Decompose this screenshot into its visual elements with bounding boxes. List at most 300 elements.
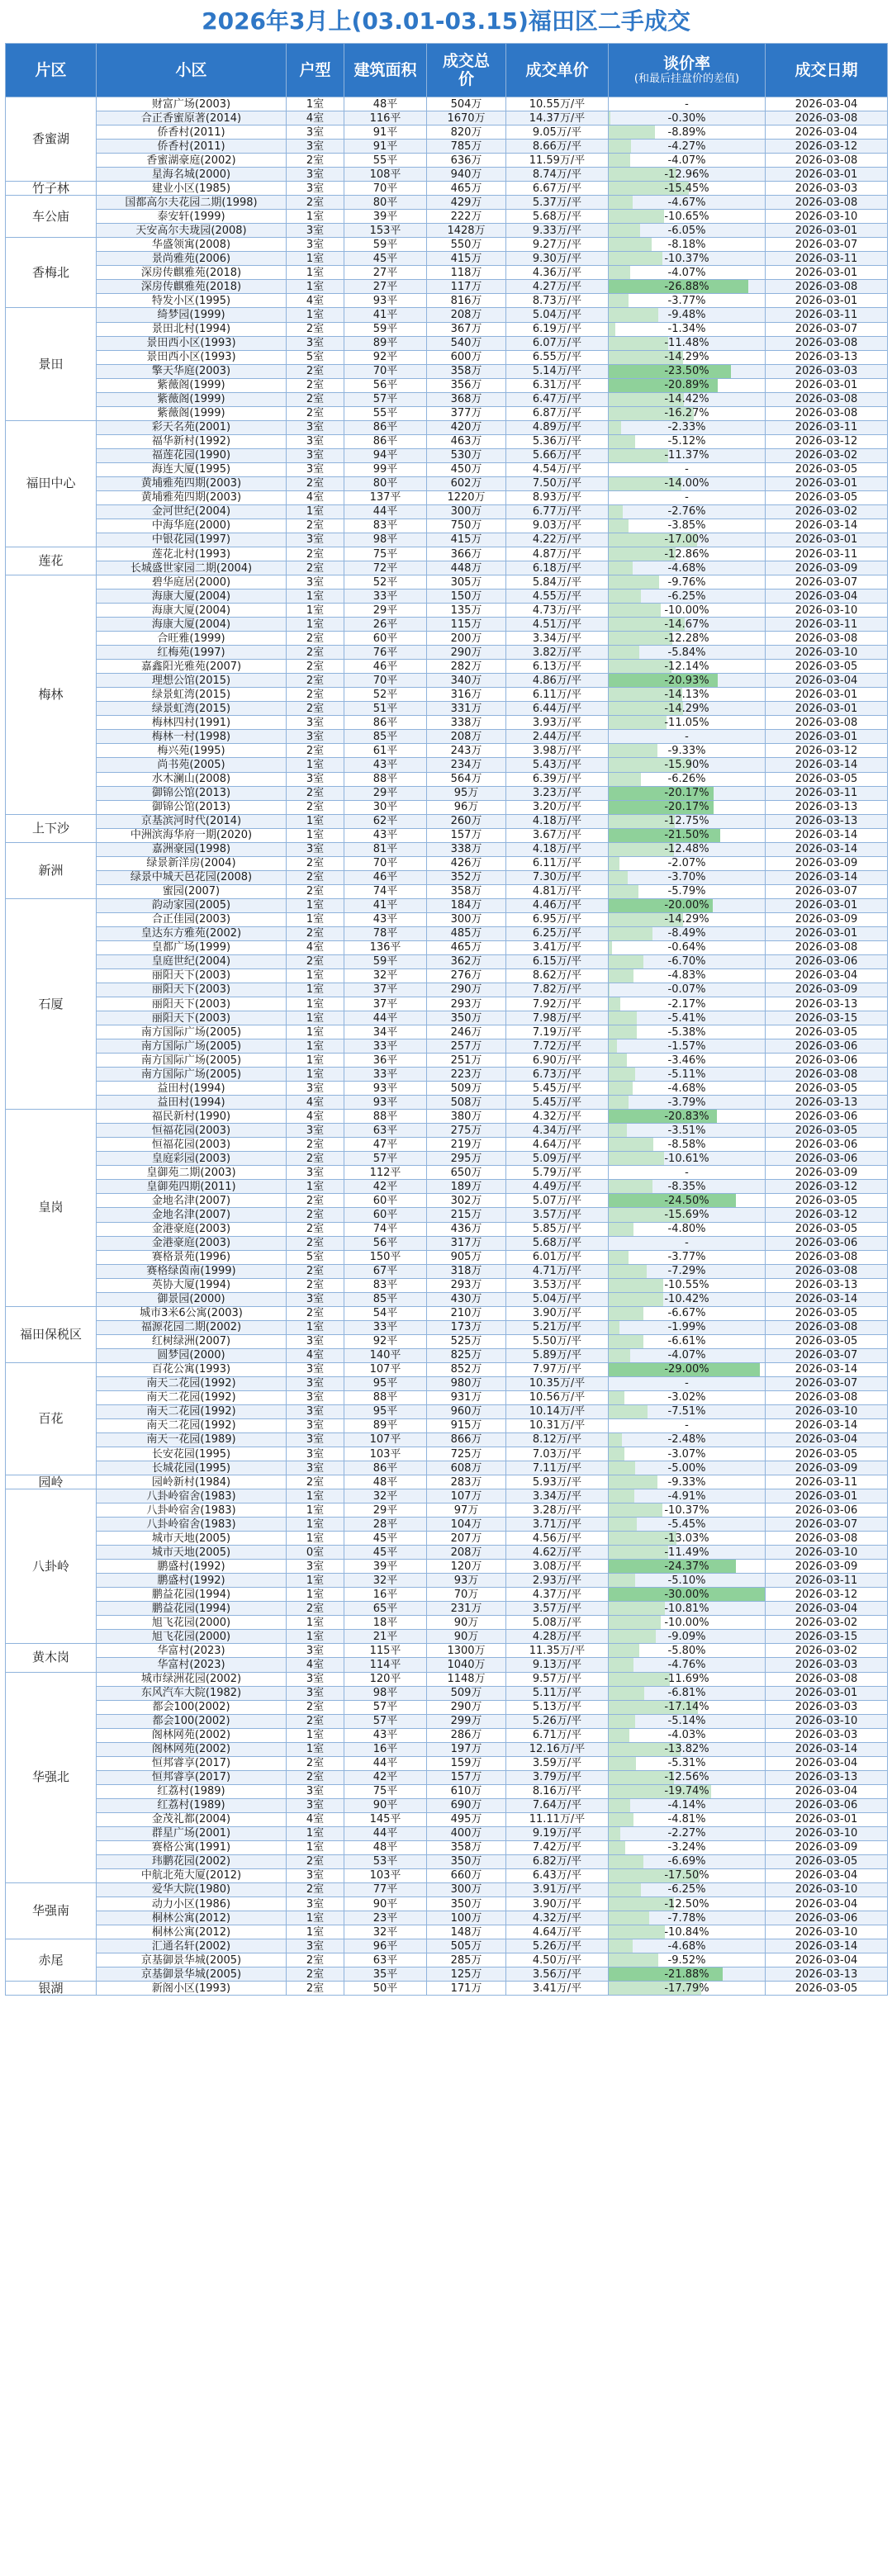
date-cell: 2026-03-01	[766, 266, 888, 280]
rooms-cell: 3室	[287, 1334, 344, 1348]
unit-price-cell: 5.93万/平	[506, 1475, 609, 1489]
unit-price-cell: 4.64万/平	[506, 1925, 609, 1939]
total-price-cell: 234万	[427, 758, 506, 772]
rate-cell	[609, 1826, 766, 1840]
total-price-cell: 118万	[427, 266, 506, 280]
rate-cell	[609, 97, 766, 111]
table-row	[6, 350, 888, 364]
community-cell: 恒福花园(2003)	[97, 1124, 287, 1138]
rate-cell	[609, 1250, 766, 1264]
rooms-cell: 4室	[287, 111, 344, 125]
rooms-cell: 1室	[287, 1489, 344, 1503]
size-cell: 74平	[344, 884, 427, 898]
community-cell: 绮梦园(1999)	[97, 308, 287, 322]
rate-value: -10.00%	[664, 1616, 709, 1629]
size-cell: 26平	[344, 618, 427, 632]
unit-price-cell: 9.03万/平	[506, 519, 609, 533]
date-cell: 2026-03-04	[766, 590, 888, 604]
size-cell: 98平	[344, 1686, 427, 1700]
size-cell: 75平	[344, 547, 427, 561]
rate-bar	[609, 1068, 635, 1081]
rooms-cell: 1室	[287, 1180, 344, 1194]
table-row	[6, 1054, 888, 1068]
size-cell: 57平	[344, 1714, 427, 1728]
rate-cell	[609, 308, 766, 322]
rooms-cell: 3室	[287, 1897, 344, 1911]
rate-cell	[609, 392, 766, 406]
unit-price-cell: 11.59万/平	[506, 154, 609, 168]
community-cell: 华富村(2023)	[97, 1658, 287, 1672]
total-price-cell: 222万	[427, 210, 506, 224]
table-row	[6, 1854, 888, 1868]
rooms-cell: 3室	[287, 125, 344, 140]
community-cell: 莲花北村(1993)	[97, 547, 287, 561]
date-cell: 2026-03-09	[766, 1840, 888, 1854]
rate-value: -5.80%	[667, 1644, 706, 1657]
total-price-cell: 260万	[427, 814, 506, 828]
date-cell: 2026-03-12	[766, 434, 888, 448]
rooms-cell: 3室	[287, 224, 344, 238]
rate-bar	[609, 1855, 643, 1868]
community-cell: 恒邦睿享(2017)	[97, 1756, 287, 1770]
unit-price-cell: 4.81万/平	[506, 884, 609, 898]
unit-price-cell: 3.98万/平	[506, 744, 609, 758]
table-row	[6, 1348, 888, 1362]
rate-value: -4.67%	[667, 196, 706, 209]
rooms-cell: 2室	[287, 1194, 344, 1208]
total-price-cell: 246万	[427, 1025, 506, 1039]
area-cell: 黄木岗	[6, 1644, 97, 1672]
area-cell: 赤尾	[6, 1939, 97, 1982]
rate-value: -5.45%	[667, 1518, 706, 1531]
community-cell: 金地名津(2007)	[97, 1208, 287, 1222]
rate-cell	[609, 1630, 766, 1644]
unit-price-cell: 3.67万/平	[506, 828, 609, 842]
table-row	[6, 1025, 888, 1039]
rate-cell	[609, 1658, 766, 1672]
table-row	[6, 730, 888, 744]
size-cell: 34平	[344, 1025, 427, 1039]
unit-price-cell: 8.12万/平	[506, 1432, 609, 1447]
table-row	[6, 1953, 888, 1968]
area-cell: 竹子林	[6, 182, 97, 196]
rooms-cell: 3室	[287, 1672, 344, 1686]
community-cell: 韵动家园(2005)	[97, 898, 287, 912]
table-row	[6, 1840, 888, 1854]
date-cell: 2026-03-06	[766, 1110, 888, 1124]
date-cell: 2026-03-08	[766, 1250, 888, 1264]
unit-price-cell: 5.36万/平	[506, 434, 609, 448]
rate-value: -11.48%	[664, 337, 709, 350]
date-cell: 2026-03-01	[766, 294, 888, 308]
rate-bar	[609, 1911, 649, 1925]
size-cell: 107平	[344, 1432, 427, 1447]
rate-value: -20.17%	[664, 801, 709, 814]
unit-price-cell: 6.15万/平	[506, 954, 609, 968]
rate-value: -4.68%	[667, 1082, 706, 1095]
date-cell: 2026-03-01	[766, 1686, 888, 1700]
rate-cell	[609, 1264, 766, 1278]
rate-value: -9.76%	[667, 575, 706, 589]
table-row	[6, 1320, 888, 1334]
table-row	[6, 1475, 888, 1489]
table-row	[6, 968, 888, 983]
table-row	[6, 519, 888, 533]
rate-bar	[609, 196, 633, 209]
table-row	[6, 111, 888, 125]
total-price-cell: 276万	[427, 968, 506, 983]
table-row	[6, 1124, 888, 1138]
rate-value: -7.29%	[667, 1265, 706, 1278]
total-price-cell: 448万	[427, 561, 506, 575]
unit-price-cell: 3.08万/平	[506, 1560, 609, 1574]
community-cell: 丽阳天下(2003)	[97, 968, 287, 983]
rooms-cell: 4室	[287, 294, 344, 308]
unit-price-cell: 12.16万/平	[506, 1742, 609, 1756]
size-cell: 93平	[344, 1096, 427, 1110]
rooms-cell: 3室	[287, 462, 344, 476]
size-cell: 33平	[344, 590, 427, 604]
header-unit-price: 成交单价	[506, 44, 609, 97]
date-cell: 2026-03-13	[766, 814, 888, 828]
rate-cell	[609, 575, 766, 590]
unit-price-cell: 6.07万/平	[506, 336, 609, 350]
table-row	[6, 618, 888, 632]
date-cell: 2026-03-08	[766, 1068, 888, 1082]
date-cell: 2026-03-04	[766, 968, 888, 983]
table-row	[6, 1404, 888, 1418]
total-price-cell: 350万	[427, 1011, 506, 1025]
size-cell: 27平	[344, 280, 427, 294]
rate-cell	[609, 997, 766, 1011]
unit-price-cell: 5.13万/平	[506, 1700, 609, 1714]
rate-bar	[609, 435, 635, 448]
table-row	[6, 983, 888, 997]
rooms-cell: 2室	[287, 926, 344, 940]
total-price-cell: 210万	[427, 1306, 506, 1320]
size-cell: 28平	[344, 1518, 427, 1532]
total-price-cell: 636万	[427, 154, 506, 168]
rooms-cell: 2室	[287, 364, 344, 378]
table-row	[6, 266, 888, 280]
community-cell: 阁林网苑(2002)	[97, 1728, 287, 1742]
size-cell: 44平	[344, 1756, 427, 1770]
community-cell: 建业小区(1985)	[97, 182, 287, 196]
rate-value: -10.55%	[664, 1279, 709, 1292]
rate-bar	[609, 997, 620, 1011]
rooms-cell: 4室	[287, 1096, 344, 1110]
date-cell: 2026-03-06	[766, 1798, 888, 1812]
community-cell: 中航北苑大厦(2012)	[97, 1868, 287, 1882]
rate-value: -4.27%	[667, 140, 706, 153]
rooms-cell: 3室	[287, 772, 344, 786]
table-row	[6, 660, 888, 674]
date-cell: 2026-03-07	[766, 884, 888, 898]
rate-bar	[609, 590, 641, 603]
rate-cell	[609, 1306, 766, 1320]
date-cell: 2026-03-13	[766, 800, 888, 814]
rate-bar	[609, 1223, 633, 1236]
community-cell: 金港豪庭(2003)	[97, 1236, 287, 1250]
date-cell: 2026-03-03	[766, 1728, 888, 1742]
size-cell: 32平	[344, 1574, 427, 1588]
community-cell: 东风汽车大院(1982)	[97, 1686, 287, 1700]
total-price-cell: 100万	[427, 1911, 506, 1925]
rate-bar	[609, 1054, 627, 1067]
unit-price-cell: 5.26万/平	[506, 1714, 609, 1728]
table-row	[6, 280, 888, 294]
size-cell: 32平	[344, 1925, 427, 1939]
size-cell: 150平	[344, 1250, 427, 1264]
rate-cell	[609, 1602, 766, 1616]
rate-cell	[609, 1320, 766, 1334]
total-price-cell: 1670万	[427, 111, 506, 125]
rooms-cell: 3室	[287, 1404, 344, 1418]
unit-price-cell: 6.67万/平	[506, 182, 609, 196]
rate-value: -1.34%	[667, 323, 706, 336]
rate-value: -5.12%	[667, 435, 706, 448]
total-price-cell: 223万	[427, 1068, 506, 1082]
unit-price-cell: 4.22万/平	[506, 533, 609, 547]
rooms-cell: 3室	[287, 1644, 344, 1658]
date-cell: 2026-03-02	[766, 504, 888, 519]
rooms-cell: 2室	[287, 1968, 344, 1982]
unit-price-cell: 10.35万/平	[506, 1376, 609, 1390]
rate-value: -3.70%	[667, 871, 706, 884]
unit-price-cell: 3.53万/平	[506, 1278, 609, 1292]
rate-bar	[609, 1939, 633, 1953]
community-cell: 国都高尔夫花园二期(1998)	[97, 196, 287, 210]
unit-price-cell: 6.95万/平	[506, 912, 609, 926]
unit-price-cell: 3.59万/平	[506, 1756, 609, 1770]
area-cell: 车公庙	[6, 196, 97, 238]
rooms-cell: 3室	[287, 448, 344, 462]
rate-cell	[609, 884, 766, 898]
rate-value: -12.48%	[664, 843, 709, 856]
rooms-cell: 1室	[287, 266, 344, 280]
date-cell: 2026-03-11	[766, 618, 888, 632]
rooms-cell: 3室	[287, 842, 344, 856]
rate-cell	[609, 1784, 766, 1798]
rooms-cell: 3室	[287, 1166, 344, 1180]
rate-cell	[609, 519, 766, 533]
unit-price-cell: 8.62万/平	[506, 968, 609, 983]
total-price-cell: 960万	[427, 1404, 506, 1418]
table-row	[6, 392, 888, 406]
rate-value: -	[685, 730, 689, 743]
rate-value: -12.86%	[664, 547, 709, 561]
table-row	[6, 1334, 888, 1348]
date-cell: 2026-03-04	[766, 125, 888, 140]
rooms-cell: 1室	[287, 1630, 344, 1644]
date-cell: 2026-03-04	[766, 1602, 888, 1616]
community-cell: 星海名城(2000)	[97, 168, 287, 182]
rate-value: -19.74%	[664, 1785, 709, 1798]
date-cell: 2026-03-12	[766, 1208, 888, 1222]
rate-cell	[609, 1096, 766, 1110]
community-cell: 水木澜山(2008)	[97, 772, 287, 786]
rate-cell	[609, 504, 766, 519]
rate-cell	[609, 476, 766, 490]
rate-cell	[609, 646, 766, 660]
rate-bar	[609, 252, 662, 265]
table-row	[6, 336, 888, 350]
community-cell: 长城花园(1995)	[97, 1461, 287, 1475]
total-price-cell: 816万	[427, 294, 506, 308]
table-row	[6, 716, 888, 730]
unit-price-cell: 3.82万/平	[506, 646, 609, 660]
size-cell: 54平	[344, 1306, 427, 1320]
size-cell: 80平	[344, 196, 427, 210]
total-price-cell: 436万	[427, 1222, 506, 1236]
date-cell: 2026-03-09	[766, 1560, 888, 1574]
rate-cell	[609, 702, 766, 716]
rooms-cell: 3室	[287, 336, 344, 350]
rate-cell	[609, 730, 766, 744]
rate-cell	[609, 1939, 766, 1953]
size-cell: 42平	[344, 1180, 427, 1194]
community-cell: 南天一花园(1989)	[97, 1432, 287, 1447]
date-cell: 2026-03-11	[766, 1475, 888, 1489]
unit-price-cell: 4.64万/平	[506, 1138, 609, 1152]
rooms-cell: 3室	[287, 1362, 344, 1376]
size-cell: 59平	[344, 322, 427, 336]
community-cell: 皇庭世纪(2004)	[97, 954, 287, 968]
unit-price-cell: 6.82万/平	[506, 1854, 609, 1868]
community-cell: 城市天地(2005)	[97, 1546, 287, 1560]
date-cell: 2026-03-09	[766, 1461, 888, 1475]
date-cell: 2026-03-06	[766, 1911, 888, 1925]
rate-cell	[609, 1348, 766, 1362]
total-price-cell: 302万	[427, 1194, 506, 1208]
table-row	[6, 140, 888, 154]
unit-price-cell: 2.93万/平	[506, 1574, 609, 1588]
table-row	[6, 1390, 888, 1404]
rooms-cell: 3室	[287, 1124, 344, 1138]
community-cell: 红梅苑(1997)	[97, 646, 287, 660]
rate-cell	[609, 280, 766, 294]
header-rooms: 户型	[287, 44, 344, 97]
rate-bar	[609, 1251, 629, 1264]
total-price-cell: 1148万	[427, 1672, 506, 1686]
community-cell: 海康大厦(2004)	[97, 618, 287, 632]
date-cell: 2026-03-11	[766, 252, 888, 266]
rate-cell	[609, 1742, 766, 1756]
community-cell: 福源花园二期(2002)	[97, 1320, 287, 1334]
rate-value: -5.79%	[667, 885, 706, 898]
date-cell: 2026-03-02	[766, 1644, 888, 1658]
rate-cell	[609, 490, 766, 504]
rooms-cell: 2室	[287, 1222, 344, 1236]
unit-price-cell: 9.33万/平	[506, 224, 609, 238]
rate-value: -6.69%	[667, 1855, 706, 1868]
table-row	[6, 547, 888, 561]
rate-bar	[609, 1039, 617, 1053]
date-cell: 2026-03-01	[766, 168, 888, 182]
community-cell: 黄埔雅苑四期(2003)	[97, 490, 287, 504]
community-cell: 嘉鑫阳光雅苑(2007)	[97, 660, 287, 674]
rate-value: -9.33%	[667, 1475, 706, 1489]
rate-cell	[609, 772, 766, 786]
rooms-cell: 1室	[287, 1011, 344, 1025]
rate-value: -24.37%	[664, 1560, 709, 1573]
date-cell: 2026-03-10	[766, 1826, 888, 1840]
date-cell: 2026-03-08	[766, 1672, 888, 1686]
rooms-cell: 2室	[287, 954, 344, 968]
date-cell: 2026-03-11	[766, 547, 888, 561]
rate-cell	[609, 364, 766, 378]
size-cell: 51平	[344, 702, 427, 716]
size-cell: 153平	[344, 224, 427, 238]
date-cell: 2026-03-01	[766, 702, 888, 716]
rate-cell	[609, 350, 766, 364]
rate-cell	[609, 1138, 766, 1152]
size-cell: 37平	[344, 983, 427, 997]
rooms-cell: 1室	[287, 968, 344, 983]
unit-price-cell: 4.18万/平	[506, 814, 609, 828]
rooms-cell: 1室	[287, 1320, 344, 1334]
rate-value: -1.99%	[667, 1321, 706, 1334]
table-row	[6, 1447, 888, 1461]
unit-price-cell: 6.77万/平	[506, 504, 609, 519]
date-cell: 2026-03-08	[766, 1320, 888, 1334]
total-price-cell: 171万	[427, 1982, 506, 1996]
rate-cell	[609, 1432, 766, 1447]
unit-price-cell: 3.93万/平	[506, 716, 609, 730]
rate-cell	[609, 1222, 766, 1236]
total-price-cell: 550万	[427, 238, 506, 252]
community-cell: 深房传麒雅苑(2018)	[97, 280, 287, 294]
rate-cell	[609, 968, 766, 983]
total-price-cell: 430万	[427, 1292, 506, 1306]
rate-bar	[609, 1715, 635, 1728]
rooms-cell: 1室	[287, 1826, 344, 1840]
unit-price-cell: 6.11万/平	[506, 856, 609, 870]
unit-price-cell: 4.73万/平	[506, 604, 609, 618]
rooms-cell: 1室	[287, 252, 344, 266]
rooms-cell: 1室	[287, 1039, 344, 1054]
rate-value: -6.26%	[667, 773, 706, 786]
date-cell: 2026-03-14	[766, 1939, 888, 1953]
table-row	[6, 1222, 888, 1236]
rate-cell	[609, 238, 766, 252]
rooms-cell: 4室	[287, 490, 344, 504]
size-cell: 85平	[344, 1292, 427, 1306]
table-row	[6, 954, 888, 968]
size-cell: 55平	[344, 406, 427, 420]
header-total-line1: 成交总	[442, 52, 490, 70]
header-total-line2: 价	[458, 70, 474, 88]
date-cell: 2026-03-08	[766, 196, 888, 210]
size-cell: 67平	[344, 1264, 427, 1278]
rate-cell	[609, 1180, 766, 1194]
rooms-cell: 3室	[287, 140, 344, 154]
rate-cell	[609, 1882, 766, 1896]
rate-value: -12.50%	[664, 1897, 709, 1911]
total-price-cell: 96万	[427, 800, 506, 814]
unit-price-cell: 3.41万/平	[506, 940, 609, 954]
header-date: 成交日期	[766, 44, 888, 97]
rooms-cell: 1室	[287, 1574, 344, 1588]
date-cell: 2026-03-06	[766, 1503, 888, 1518]
total-price-cell: 293万	[427, 1278, 506, 1292]
rate-cell	[609, 547, 766, 561]
rate-value: -3.02%	[667, 1391, 706, 1404]
rate-cell	[609, 1418, 766, 1432]
size-cell: 72平	[344, 561, 427, 575]
rooms-cell: 1室	[287, 280, 344, 294]
community-cell: 群星广场(2001)	[97, 1826, 287, 1840]
